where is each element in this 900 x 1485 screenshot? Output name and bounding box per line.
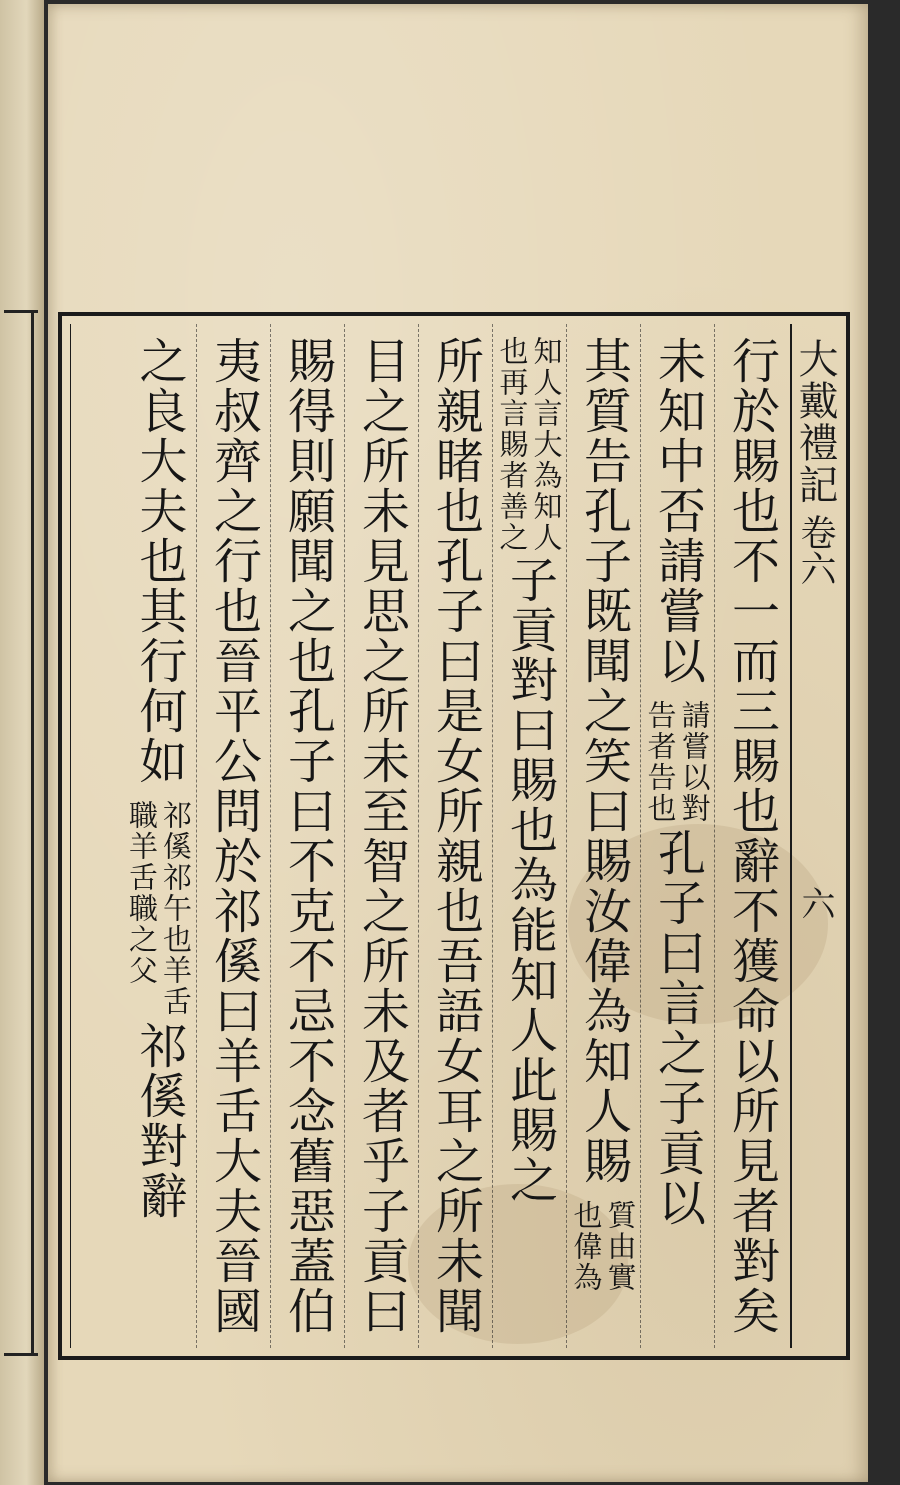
- text-columns: [79, 324, 788, 1348]
- main-text: 之良大夫也其行何如: [131, 336, 187, 786]
- text-column-9: [122, 324, 196, 1348]
- text-column-5: [418, 324, 492, 1348]
- main-text: 其質告孔子既聞之笑曰賜汝偉為知人賜: [575, 336, 632, 1186]
- column-content: [644, 324, 712, 1348]
- commentary-notes: [125, 800, 193, 1017]
- commentary-line: 職羊舌職之父: [125, 800, 159, 986]
- commentary-line: 請嘗以對: [677, 700, 712, 824]
- main-text: 孔子曰言之子貢以: [649, 828, 706, 1228]
- block-heart-margin: [790, 324, 838, 1348]
- main-text: 祁傒對辭: [131, 1021, 187, 1221]
- commentary-line: 知人言大為知人: [529, 336, 564, 553]
- commentary-line: 祁傒祁午也羊舌: [159, 800, 193, 1017]
- column-content: [496, 324, 564, 1348]
- commentary-line: 也偉為: [569, 1200, 604, 1293]
- text-column-7: [270, 324, 344, 1348]
- commentary-notes: [644, 700, 712, 824]
- commentary-line: 質由實: [603, 1200, 638, 1293]
- commentary-line: 告者告也: [643, 700, 678, 824]
- main-text: 所親睹也孔子曰是女所親也吾語女耳之所未聞: [427, 336, 484, 1336]
- column-content: [570, 324, 638, 1348]
- book-title: 大戴禮記: [792, 338, 838, 506]
- facing-page-frame: [4, 310, 38, 1356]
- main-text: 目之所未見思之所未至智之所未及者乎子貢曰: [353, 336, 410, 1336]
- facing-page-edge: [0, 0, 44, 1485]
- text-frame: [58, 312, 850, 1360]
- text-column-3: [566, 324, 640, 1348]
- text-frame-inner: [70, 324, 838, 1348]
- folio-number: 六: [795, 886, 835, 920]
- text-column-6: [344, 324, 418, 1348]
- main-text: 賜得則願聞之也孔子曰不克不忌不念舊惡蓋伯: [279, 336, 336, 1336]
- book-page: [48, 4, 868, 1482]
- text-column-4: [492, 324, 566, 1348]
- main-text: 夷叔齊之行也晉平公問於祁傒曰羊舌大夫晉國: [205, 336, 262, 1336]
- column-content: [125, 324, 193, 1348]
- main-text: 行於賜也不一而三賜也辭不獲命以所見者對矣: [723, 336, 780, 1336]
- main-text: 子貢對曰賜也為能知人此賜之: [501, 555, 558, 1205]
- commentary-line: 也再言賜者善之: [495, 336, 530, 553]
- text-column-1: [714, 324, 788, 1348]
- main-text: 未知中否請嘗以: [649, 336, 706, 686]
- commentary-notes: [496, 336, 564, 553]
- text-column-2: [640, 324, 714, 1348]
- commentary-notes: [570, 1200, 638, 1293]
- text-column-8: [196, 324, 270, 1348]
- volume-label: 卷六: [795, 514, 836, 586]
